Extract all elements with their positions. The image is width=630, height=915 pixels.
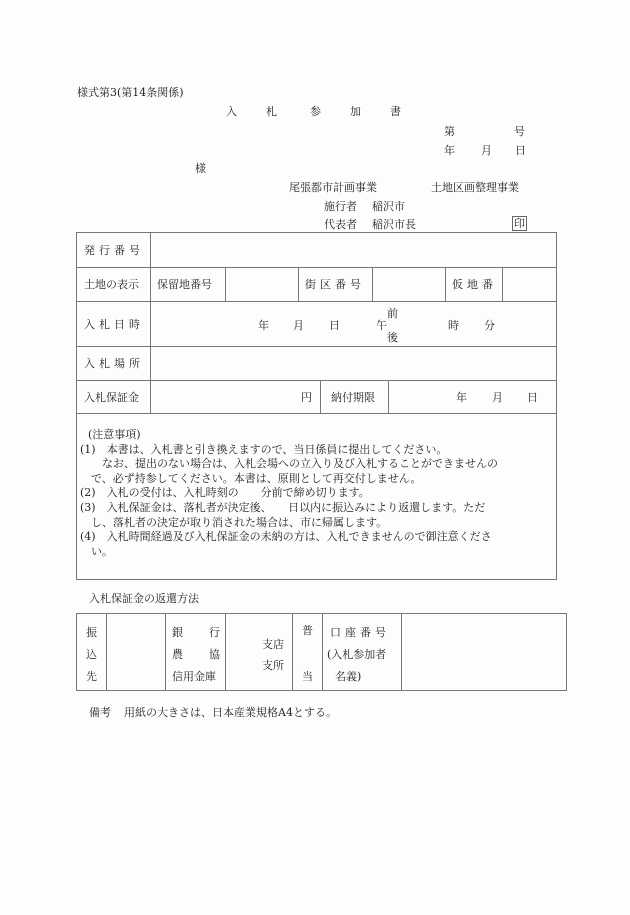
note-line: し、落札者の決定が取り消された場合は、市に帰属します。	[80, 515, 388, 529]
number-suffix: 号	[514, 125, 525, 138]
account-name-label-2: 名義)	[335, 670, 362, 683]
number-prefix: 第	[444, 125, 455, 138]
col-divider	[165, 613, 166, 691]
ja-label-b: 協	[209, 648, 220, 661]
col-divider	[502, 267, 503, 301]
col-divider	[445, 267, 446, 301]
bid-am-label: 前	[387, 307, 398, 320]
temp-lot-field[interactable]	[504, 268, 555, 300]
col-divider	[106, 613, 107, 691]
row-divider	[76, 301, 557, 302]
col-divider	[225, 267, 226, 301]
title-char: 書	[390, 105, 401, 118]
bid-day-label: 日	[329, 319, 340, 332]
executor-value: 稲沢市	[372, 200, 405, 213]
representative-label: 代表者	[324, 218, 357, 231]
ordinary-account-option[interactable]: 普	[302, 624, 313, 637]
col-divider	[401, 613, 402, 691]
note-line: (3) 入札保証金は、落札者が決定後、 日以内に振込みにより返還します。ただ	[80, 500, 486, 514]
deposit-amount-field[interactable]	[152, 381, 300, 412]
temp-lot-label: 仮地番	[452, 278, 497, 291]
date-month-label: 月	[481, 144, 492, 157]
notes-section	[80, 428, 498, 559]
form-number: 様式第3(第14条関係)	[77, 86, 184, 99]
project-name: 尾張都市計画事業	[289, 181, 377, 194]
yen-label: 円	[301, 391, 312, 404]
bid-hour-label: 時	[448, 319, 459, 332]
current-account-option[interactable]: 当	[302, 670, 313, 683]
col-divider	[298, 267, 299, 301]
reserved-lot-field[interactable]	[227, 268, 297, 300]
addressee-suffix: 様	[195, 162, 206, 175]
bid-place-label: 入札場所	[84, 357, 144, 370]
bid-minute-label: 分	[484, 319, 495, 332]
col-divider	[388, 380, 389, 413]
reserved-lot-label: 保留地番号	[157, 278, 212, 291]
branch-label: 支店	[262, 638, 284, 651]
issue-number-field[interactable]	[152, 233, 555, 266]
bank-label-a: 銀	[172, 626, 183, 639]
project-type: 土地区画整理事業	[431, 181, 519, 194]
account-name-label-1: (入札参加者	[327, 648, 387, 661]
note-line: で、必ず持参してください。本書は、原則として再交付しません。	[80, 471, 422, 485]
deadline-year-label: 年	[456, 391, 467, 404]
col-divider	[225, 613, 226, 691]
note-line: (4) 入札時間経過及び入札保証金の未納の方は、入札できませんので御注意くださ	[80, 530, 492, 544]
note-line: (1) 本書は、入札書と引き換えますので、当日係員に提出してください。	[80, 442, 448, 456]
issue-number-label: 発行番号	[84, 243, 144, 257]
deadline-day-label: 日	[527, 391, 538, 404]
label-column-divider	[150, 232, 151, 413]
row-divider	[76, 413, 557, 414]
bid-datetime-label: 入札日時	[84, 317, 144, 331]
notes-heading: (注意事項)	[88, 428, 141, 441]
remarks-label: 備考	[89, 706, 111, 719]
ja-label-a: 農	[172, 648, 183, 661]
transfer-char: 込	[86, 648, 97, 661]
bid-noon-label: 午	[376, 319, 387, 332]
title-char: 参	[310, 105, 321, 118]
bid-pm-label: 後	[387, 331, 398, 344]
block-number-label: 街区番号	[305, 278, 365, 291]
bid-place-field[interactable]	[152, 347, 555, 379]
land-label: 土地の表示	[84, 278, 139, 291]
date-day-label: 日	[515, 144, 526, 157]
title-char: 入	[226, 105, 237, 118]
row-divider	[76, 380, 557, 381]
transfer-char: 振	[86, 626, 97, 639]
col-divider	[292, 613, 293, 691]
title-char: 加	[350, 105, 361, 118]
deadline-label: 納付期限	[331, 390, 375, 404]
account-details-field[interactable]	[403, 615, 565, 689]
deposit-label: 入札保証金	[84, 390, 139, 404]
representative-value: 稲沢市長	[372, 218, 416, 231]
note-line: い。	[80, 544, 113, 558]
deadline-month-label: 月	[492, 391, 503, 404]
remarks-text: 用紙の大きさは、日本産業規格A4とする。	[124, 706, 337, 719]
refund-heading: 入札保証金の返還方法	[89, 592, 199, 605]
title-char: 札	[266, 105, 277, 118]
col-divider	[320, 380, 321, 413]
date-year-label: 年	[444, 144, 455, 157]
account-number-label: 口座番号	[330, 626, 390, 639]
transfer-char: 先	[86, 670, 97, 683]
shinkin-label: 信用金庫	[172, 670, 216, 683]
sub-branch-label: 支所	[262, 659, 284, 672]
bank-name-field[interactable]	[108, 615, 164, 689]
bank-label-b: 行	[209, 626, 220, 639]
col-divider	[322, 613, 323, 691]
note-line: なお、提出のない場合は、入札会場への立入り及び入札することができませんの	[80, 457, 498, 471]
bid-month-label: 月	[293, 319, 304, 332]
seal-mark: 印	[514, 217, 525, 230]
bid-year-label: 年	[258, 319, 269, 332]
block-number-field[interactable]	[374, 268, 444, 300]
note-line: (2) 入札の受付は、入札時刻の 分前で締め切ります。	[80, 486, 370, 500]
executor-label: 施行者	[324, 200, 357, 213]
col-divider	[372, 267, 373, 301]
